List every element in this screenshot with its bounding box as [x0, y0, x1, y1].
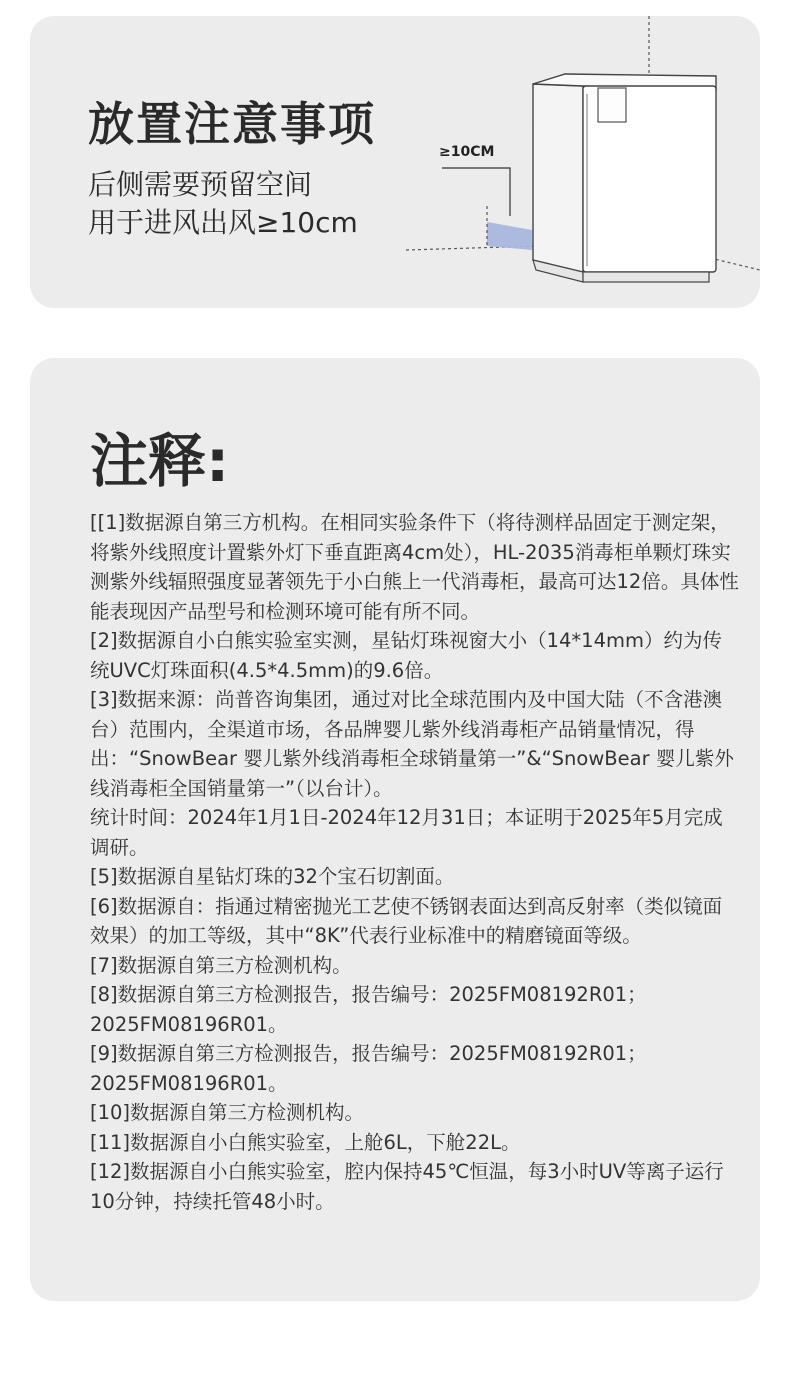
note-item-7: [7]数据源自第三方检测机构。 [90, 953, 352, 977]
notes-list [90, 508, 740, 1216]
note-item-11: [11]数据源自小白熊实验室，上舱6L，下舱22L。 [90, 1130, 521, 1154]
placement-subtitle-line2: 用于进风出风≥10cm [88, 206, 358, 239]
placement-subtitle [88, 166, 358, 242]
placement-subtitle-line1: 后侧需要预留空间 [88, 168, 313, 201]
placement-card [30, 16, 760, 308]
note-item-10: [10]数据源自第三方检测机构。 [90, 1101, 365, 1124]
placement-title: 放置注意事项 [88, 97, 376, 151]
clearance-dimension-label: ≥10CM [439, 144, 495, 160]
note-item-1: [[1]数据源自第三方机构。在相同实验条件下（将待测样品固定于测定架，将紫外线照度计置紫外灯下垂直距离4cm处），HL-2035消毒柜单颗灯珠实测紫外线辐照强度显著领先于小白熊上一代消毒柜，最高可达12倍。具体性能表现因产品型号和检测环境可能有所不同。 [90, 511, 739, 623]
note-item-12: [12]数据源自小白熊实验室，腔内保持45℃恒温，每3小时UV等离子运行10分钟，持续托管48小时。 [90, 1160, 724, 1213]
note-item-5: [5]数据源自星钻灯珠的32个宝石切割面。 [90, 865, 455, 888]
notes-card [30, 358, 760, 1301]
note-item-stat-period: 统计时间：2024年1月1日-2024年12月31日；本证明于2025年5月完成调研。 [90, 806, 723, 859]
cabinet-placement-illustration [390, 16, 760, 308]
note-item-3: [3]数据来源：尚普咨询集团，通过对比全球范围内及中国大陆（不含港澳台）范围内，全渠道市场，各品牌婴儿紫外线消毒柜产品销量情况，得出：“SnowBear 婴儿紫外线消毒柜全球销量第一”&“SnowBear 婴儿紫外线消毒柜全国销量第一”（以台计）。 [90, 688, 734, 800]
cabinet-handle [598, 88, 626, 122]
note-item-9: [9]数据源自第三方检测报告，报告编号：2025FM08192R01；2025FM08196R01。 [90, 1042, 647, 1095]
note-item-6: [6]数据源自：指通过精密抛光工艺使不锈钢表面达到高反射率（类似镜面效果）的加工等级，其中“8K”代表行业标准中的精磨镜面等级。 [90, 894, 723, 947]
clearance-gap-highlight [487, 222, 532, 250]
note-item-8: [8]数据源自第三方检测报告，报告编号：2025FM08192R01；2025FM08196R01。 [90, 983, 647, 1036]
notes-title: 注释: [90, 427, 230, 495]
note-item-2: [2]数据源自小白熊实验室实测，星钻灯珠视窗大小（14*14mm）约为传统UVC灯珠面积(4.5*4.5mm)的9.6倍。 [90, 629, 722, 682]
